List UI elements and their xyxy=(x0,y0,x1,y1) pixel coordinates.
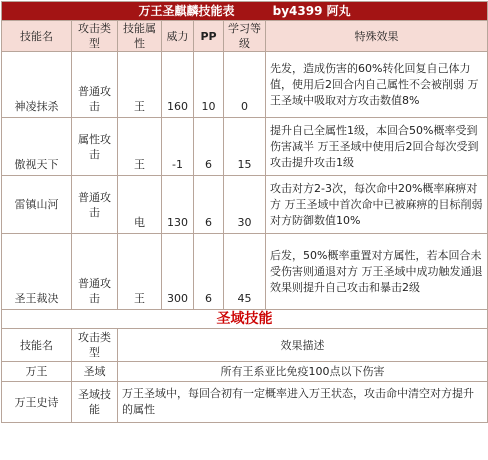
skill-type: 普通攻击 xyxy=(72,176,118,234)
skill-level: 15 xyxy=(224,118,266,176)
skill-attr: 王 xyxy=(118,52,162,118)
skill-pp: 6 xyxy=(194,176,224,234)
table-row xyxy=(2,234,488,310)
domain-type: 圣域技能 xyxy=(72,382,118,423)
skill-attr: 电 xyxy=(118,176,162,234)
skill-power: 130 xyxy=(162,176,194,234)
table-row xyxy=(2,362,488,382)
domain-name: 万王 xyxy=(2,362,72,382)
domain-desc: 万王圣域中，每回合初有一定概率进入万王状态，攻击命中清空对方提升的属性 xyxy=(118,382,488,423)
table-row xyxy=(2,176,488,234)
skill-name: 雷镇山河 xyxy=(2,176,72,234)
table-author: by4399 阿丸 xyxy=(272,3,351,18)
skill-type: 普通攻击 xyxy=(72,52,118,118)
skill-effect: 提升自己全属性1级，本回合50%概率受到伤害减半 万王圣域中使用后2回合每次受到攻击提升攻击1级 xyxy=(266,118,488,176)
skill-power: 300 xyxy=(162,234,194,310)
header-attack-type: 攻击类型 xyxy=(72,21,118,52)
table-row xyxy=(2,52,488,118)
domain-desc: 所有王系亚比免疫100点以下伤害 xyxy=(118,362,488,382)
skill-level: 0 xyxy=(224,52,266,118)
domain-section-row xyxy=(2,310,488,329)
table-title: 万王圣麒麟技能表 xyxy=(138,3,235,18)
domain-type: 圣域 xyxy=(72,362,118,382)
header-name: 技能名 xyxy=(2,21,72,52)
domain-name: 万王史诗 xyxy=(2,382,72,423)
header-effect: 特殊效果 xyxy=(266,21,488,52)
header-power: 威力 xyxy=(162,21,194,52)
header-attribute: 技能属性 xyxy=(118,21,162,52)
skill-type: 普通攻击 xyxy=(72,234,118,310)
domain-header-desc: 效果描述 xyxy=(118,329,488,362)
skill-type: 属性攻击 xyxy=(72,118,118,176)
header-level: 学习等级 xyxy=(224,21,266,52)
domain-header-row xyxy=(2,329,488,362)
skill-power: 160 xyxy=(162,52,194,118)
skill-table-container xyxy=(1,1,487,458)
domain-header-type: 攻击类型 xyxy=(72,329,118,362)
header-row xyxy=(2,21,488,52)
table-row xyxy=(2,382,488,423)
skill-name: 圣王裁决 xyxy=(2,234,72,310)
skill-effect: 先发，造成伤害的60%转化回复自己体力值，使用后2回合内自己属性不会被削弱 万王圣域中吸取对方攻击数值8% xyxy=(266,52,488,118)
skill-effect: 后发，50%概率重置对方属性，若本回合未受伤害则通退对方 万王圣域中成功触发通退效果则提升自己攻击和暴击2级 xyxy=(266,234,488,310)
skill-name: 神凌抹杀 xyxy=(2,52,72,118)
domain-section-title: 圣域技能 xyxy=(2,310,488,329)
skill-pp: 6 xyxy=(194,118,224,176)
domain-header-name: 技能名 xyxy=(2,329,72,362)
header-pp: PP xyxy=(194,21,224,52)
skill-pp: 10 xyxy=(194,52,224,118)
skill-pp: 6 xyxy=(194,234,224,310)
skill-name: 傲视天下 xyxy=(2,118,72,176)
skill-attr: 王 xyxy=(118,118,162,176)
skill-level: 30 xyxy=(224,176,266,234)
skill-table xyxy=(1,1,488,423)
skill-attr: 王 xyxy=(118,234,162,310)
table-row xyxy=(2,118,488,176)
skill-level: 45 xyxy=(224,234,266,310)
skill-effect: 攻击对方2-3次，每次命中20%概率麻痹对方 万王圣域中首次命中已被麻痹的目标削弱对方防御数值10% xyxy=(266,176,488,234)
table-title-row xyxy=(2,2,488,21)
skill-power: -1 xyxy=(162,118,194,176)
